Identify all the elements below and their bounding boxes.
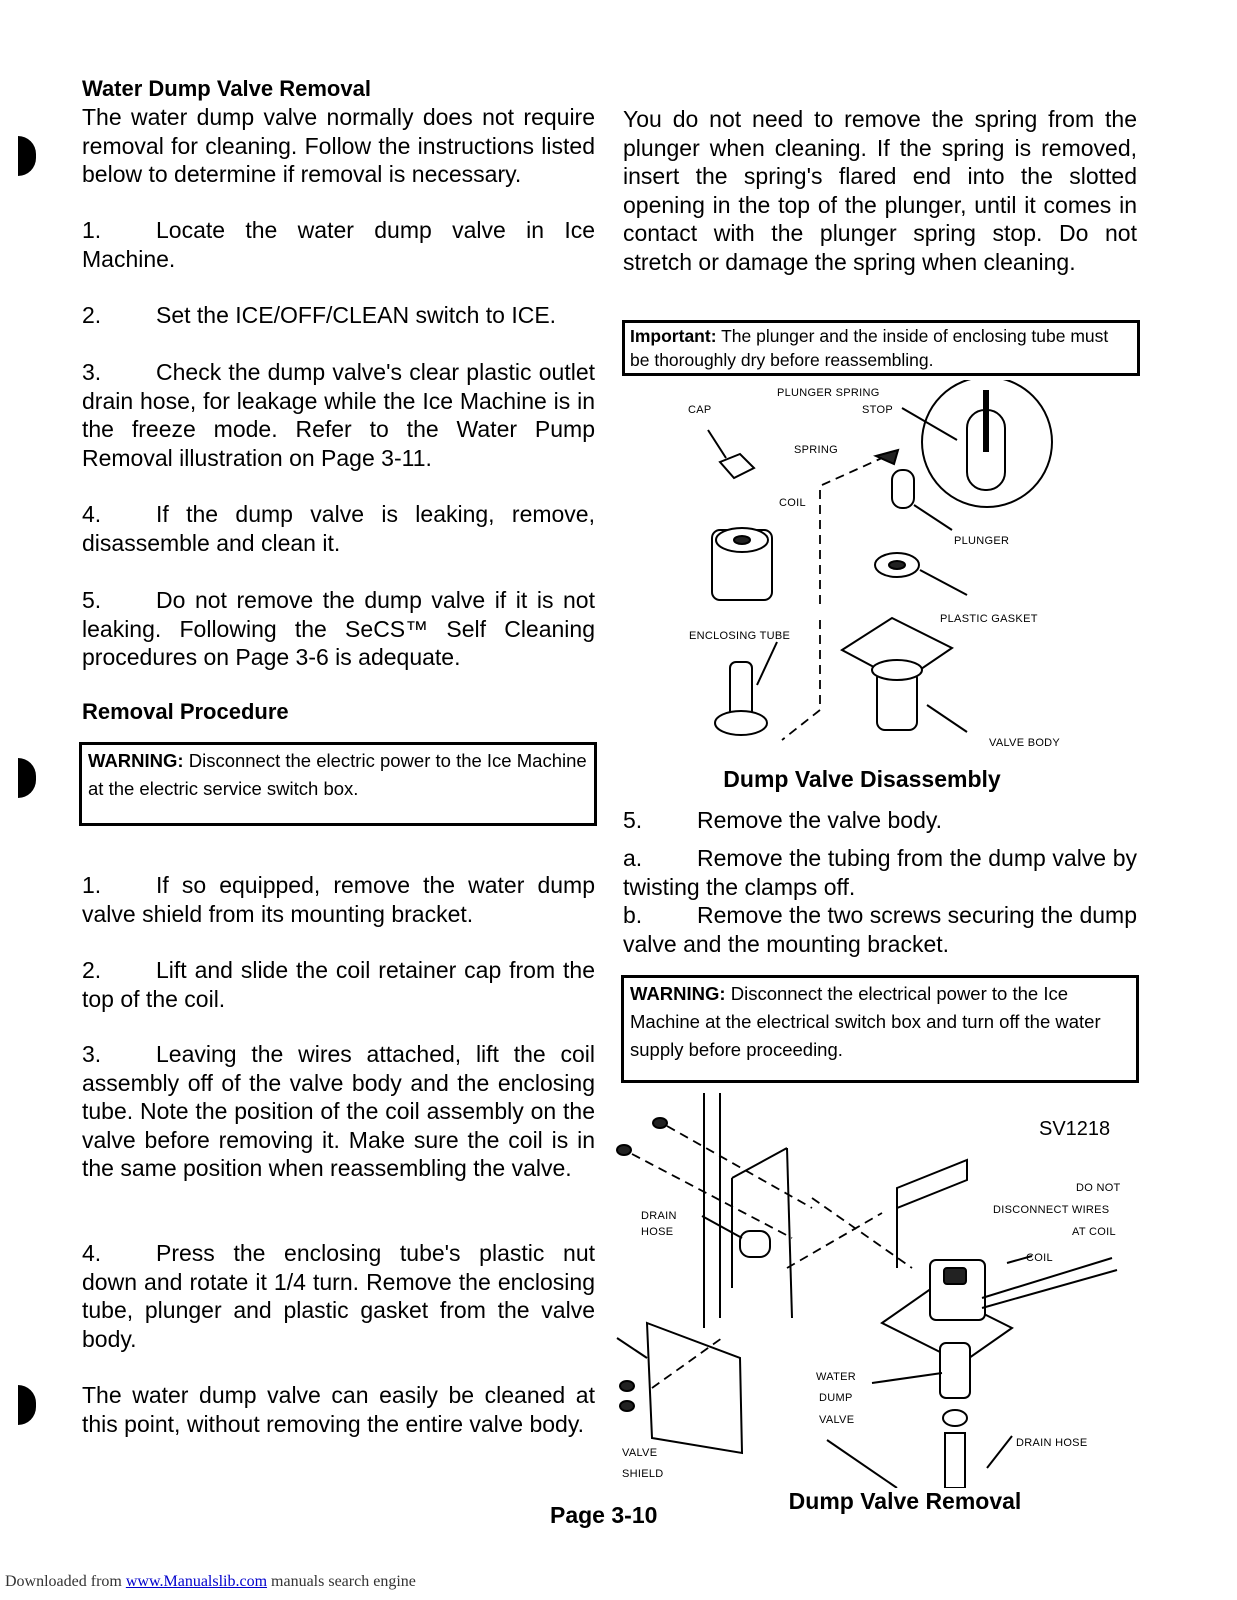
disconnect-wires-label: DISCONNECT WIRES	[993, 1204, 1110, 1216]
drain-hose-label: DRAIN HOSE	[1016, 1437, 1088, 1449]
enclosing-tube-label: ENCLOSING TUBE	[689, 630, 791, 642]
valve-shield-label-top: VALVE	[622, 1447, 658, 1459]
step-5a	[623, 844, 1137, 901]
do-not-label: DO NOT	[1076, 1182, 1121, 1194]
step-number: 1.	[82, 217, 102, 243]
warning-box-water	[621, 975, 1139, 1083]
figure-caption-removal: Dump Valve Removal	[788, 1488, 1022, 1514]
plastic-gasket-label: PLASTIC GASKET	[940, 613, 1038, 625]
dump-label: DUMP	[819, 1392, 853, 1404]
step-text: Locate the water dump valve in Ice Machine.	[82, 217, 595, 272]
screw-icon	[620, 1381, 634, 1391]
removal-step-4	[82, 1239, 595, 1353]
page-number: Page 3-10	[550, 1502, 658, 1528]
step-text: Remove the valve body.	[697, 807, 943, 833]
step-number: 4.	[82, 501, 102, 527]
step-number: 2.	[82, 957, 102, 983]
spring-dashed-line	[822, 458, 882, 485]
step-number: 3.	[82, 1041, 102, 1067]
step-number: b.	[623, 902, 643, 928]
step-5	[623, 806, 1137, 835]
plunger-leader	[914, 505, 952, 530]
step-5b	[623, 901, 1137, 958]
valve-label: VALVE	[819, 1414, 855, 1426]
step-number: 4.	[82, 1240, 102, 1266]
mounting-bracket-part	[897, 1160, 967, 1208]
stop-label: STOP	[862, 404, 893, 416]
tube-leader	[757, 642, 777, 685]
water-label: WATER	[816, 1371, 856, 1383]
removal-step-2	[82, 956, 595, 1013]
check-step-5	[82, 586, 595, 672]
spring-part	[876, 450, 898, 464]
screw-icon	[653, 1118, 667, 1128]
cap-label: CAP	[688, 404, 712, 416]
footer	[5, 1573, 416, 1591]
step-number: 5.	[623, 807, 643, 833]
removal-procedure-heading: Removal Procedure	[82, 699, 289, 724]
screw-icon	[620, 1401, 634, 1411]
screw-icon	[617, 1145, 631, 1155]
hose-label: HOSE	[641, 1226, 674, 1238]
cap-leader	[708, 430, 726, 458]
step-number: 2.	[82, 302, 102, 328]
step-text: Set the ICE/OFF/CLEAN switch to ICE.	[156, 302, 557, 328]
step-text: Press the enclosing tube's plastic nut down and rotate it 1/4 turn. Remove the enclosing tube, plunger and plastic gasket from the valve body.	[82, 1240, 595, 1352]
step-text: If so equipped, remove the water dump valve shield from its mounting bracket.	[82, 872, 595, 927]
valve-shield-part	[647, 1323, 742, 1453]
important-box	[622, 320, 1140, 376]
valve-shield-label-bottom: SHIELD	[622, 1468, 664, 1480]
step-text: Remove the two screws securing the dump valve and the mounting bracket.	[623, 902, 1137, 957]
warning-text: Disconnect the electrical power to the Ice Machine at the electrical switch box and turn off the water supply before proceeding.	[630, 983, 1101, 1060]
disassembly-illustration	[622, 380, 1137, 760]
check-step-3	[82, 358, 595, 472]
step-text: Leaving the wires attached, lift the coil assembly off of the valve body and the enclosing tube. Note the position of the coil assembly on the valve before removing it. Make sure the coil is in the same position when reassembling the valve.	[82, 1041, 595, 1182]
spring-label: SPRING	[794, 444, 838, 456]
step-text: Remove the tubing from the dump valve by twisting the clamps off.	[623, 845, 1137, 900]
step-number: 3.	[82, 359, 102, 385]
step-number: 1.	[82, 872, 102, 898]
important-label: Important:	[630, 326, 717, 346]
drain-label: DRAIN	[641, 1210, 677, 1222]
water-dump-valve-part	[940, 1343, 970, 1398]
removal-step-3	[82, 1040, 595, 1183]
check-step-4	[82, 500, 595, 557]
warning-label: WARNING:	[630, 983, 726, 1004]
drain-hose-lower-part	[945, 1433, 965, 1488]
coil-label: COIL	[779, 497, 806, 509]
step-text: If the dump valve is leaking, remove, disassemble and clean it.	[82, 501, 595, 556]
plunger-label: PLUNGER	[954, 535, 1010, 547]
step-text: Do not remove the dump valve if it is not leaking. Following the SeCS™ Self Cleaning procedures on Page 3-6 is adequate.	[82, 587, 595, 671]
manualslib-link[interactable]: www.Manualslib.com	[125, 1573, 268, 1590]
figure-caption-disassembly: Dump Valve Disassembly	[723, 766, 1001, 792]
section-marker	[18, 136, 36, 176]
dump-valve-disassembly-figure	[622, 380, 1137, 760]
warning-label: WARNING:	[88, 750, 184, 771]
step-text: Check the dump valve's clear plastic outlet drain hose, for leakage while the Ice Machine is in the freeze mode. Refer to the Water Pump Removal illustration on Page 3-11.	[82, 359, 595, 471]
drain-hose-part	[740, 1231, 770, 1257]
cleaning-note: The water dump valve can easily be cleaned at this point, without removing the entire valve body.	[82, 1382, 595, 1437]
step-number: 5.	[82, 587, 102, 613]
section-marker	[18, 758, 36, 798]
plunger-part	[892, 470, 914, 508]
intro-paragraph: The water dump valve normally does not require removal for cleaning. Follow the instructions listed below to determine if removal is necessary.	[82, 104, 595, 188]
important-text: The plunger and the inside of enclosing tube must be thoroughly dry before reassembling.	[630, 326, 1109, 370]
check-step-2	[82, 301, 595, 330]
at-coil-label: AT COIL	[1072, 1226, 1116, 1238]
section-marker	[18, 1385, 36, 1425]
footer-prefix: Downloaded from	[5, 1573, 126, 1590]
dump-valve-removal-figure	[612, 1088, 1137, 1488]
section-heading: Water Dump Valve Removal	[82, 76, 371, 101]
removal-step-1	[82, 871, 595, 928]
valve-body-label: VALVE BODY	[989, 737, 1061, 749]
footer-suffix: manuals search engine	[267, 1573, 416, 1590]
spring-paragraph: You do not need to remove the spring from the plunger when cleaning. If the spring is removed, insert the spring's flared end into the slotted opening in the top of the plunger, until it comes in contact with the plunger spring stop. Do not stretch or damage the spring when cleaning.	[623, 106, 1137, 275]
valve-body-leader	[927, 705, 967, 732]
warning-text: Disconnect the electric power to the Ice Machine at the electric service switch box.	[88, 750, 587, 799]
gasket-leader	[920, 570, 967, 595]
plunger-spring-label: PLUNGER SPRING	[777, 387, 880, 399]
removal-illustration	[612, 1088, 1137, 1488]
coil-label: COIL	[1026, 1252, 1053, 1264]
step-text: Lift and slide the coil retainer cap from the top of the coil.	[82, 957, 595, 1012]
step-number: a.	[623, 845, 643, 871]
figure-code: SV1218	[1039, 1118, 1111, 1140]
check-step-1	[82, 216, 595, 273]
warning-box	[79, 742, 597, 826]
